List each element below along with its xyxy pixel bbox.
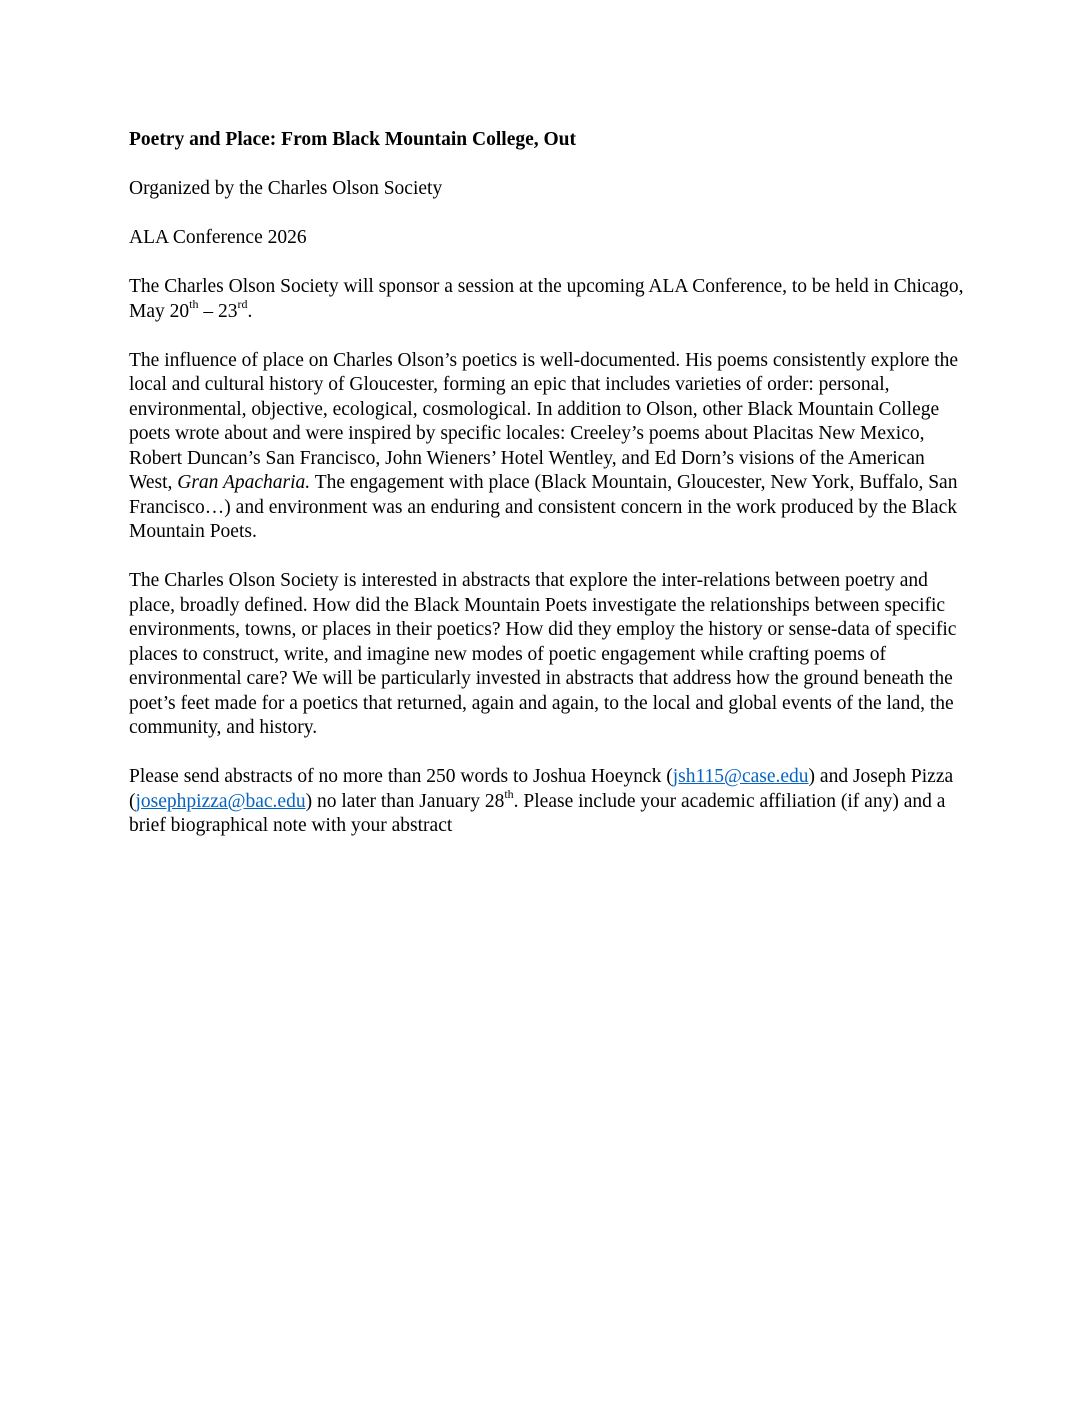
email-link-hoeynck[interactable]: jsh115@case.edu <box>672 766 809 787</box>
document-title: Poetry and Place: From Black Mountain College, Out <box>129 129 577 150</box>
conference-line: ALA Conference 2026 <box>129 227 307 248</box>
submission-text-2: ) and Joseph Pizza ( <box>129 766 954 812</box>
place-paragraph <box>129 349 969 545</box>
deadline-suffix: th <box>504 787 514 801</box>
email-link-pizza[interactable]: josephpizza@bac.edu <box>135 790 306 812</box>
submission-paragraph <box>129 765 969 839</box>
place-text: The influence of place on Charles Olson’s poetics is well-documented. His poems consistently explore the local and cultural history of Gloucester, forming an epic that includes varieties of order: personal, environmental, objective, ecological, cosmological. In addition to Olson, other Black Mountain College poets wrote about and were inspired by specific locales: Creeley’s poems about Placitas New Mexico, Robert Duncan’s San Francisco, John Wieners’ Hotel Wentley, and Ed Dorn’s visions of the American West, <box>129 349 959 493</box>
place-text-end: The engagement with place (Black Mountain, Gloucester, New York, Buffalo, San Francisco…) and environment was an enduring and consistent concern in the work produced by the Black Mountain Poets. <box>129 472 958 542</box>
intro-paragraph <box>129 275 969 324</box>
submission-text-4: . Please include your academic affiliation (if any) and a brief biographical note with your abstract <box>129 790 946 836</box>
intro-text: The Charles Olson Society will sponsor a session at the upcoming ALA Conference, to be held in Chicago, May 20 <box>129 276 964 322</box>
date-end-suffix: rd <box>237 297 248 311</box>
italic-work-title: Gran Apacharia. <box>177 472 311 493</box>
date-dash: – 23 <box>198 300 238 322</box>
abstracts-paragraph: The Charles Olson Society is interested in abstracts that explore the inter-relations between poetry and place, broadly defined. How did the Black Mountain Poets investigate the relationships between specific environments, towns, or places in their poetics? How did they employ the history or sense-data of specific places to construct, write, and imagine new modes of poetic engagement while crafting poems of environmental care? We will be particularly invested in abstracts that address how the ground beneath the poet’s feet made for a poetics that returned, again and again, to the local and global events of the land, the community, and history. <box>129 570 957 738</box>
submission-text: Please send abstracts of no more than 250 words to Joshua Hoeynck ( <box>129 766 673 787</box>
document-body <box>129 128 969 863</box>
organizer-line: Organized by the Charles Olson Society <box>129 178 443 199</box>
submission-text-3: ) no later than January 28 <box>305 790 505 812</box>
intro-end: . <box>247 300 253 322</box>
date-start-suffix: th <box>189 297 199 311</box>
